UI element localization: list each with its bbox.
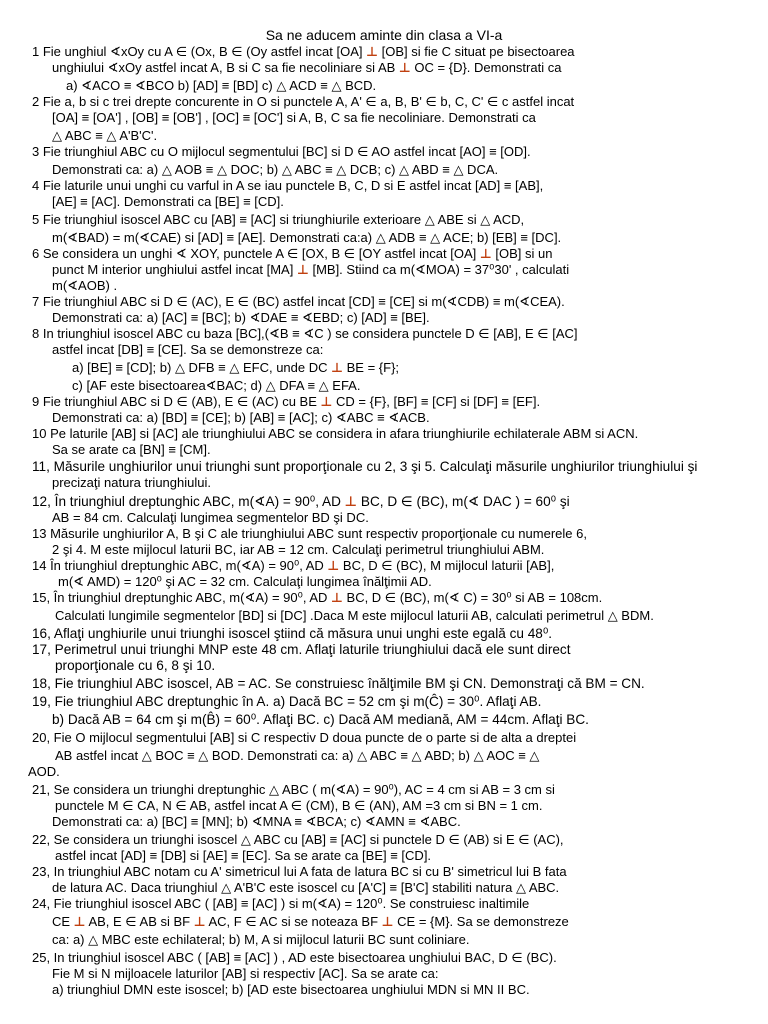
perpendicular-symbol: ⊥: [73, 914, 86, 929]
exercise-line: AB astfel incat △ BOC ≡ △ BOD. Demonstrati ca: a) △ ABC ≡ △ ABD; b) △ AOC ≡ △: [55, 748, 540, 763]
exercise-line: 15, În triunghiul dreptunghic ABC, m(∢A) = 90⁰, AD ⊥ BC, D ∈ (BC), m(∢ C) = 30⁰ si AB = 108cm.: [32, 590, 603, 605]
perpendicular-symbol: ⊥: [398, 60, 411, 75]
exercise-line: a) ∢ACO ≡ ∢BCO b) [AD] ≡ [BD] c) △ ACD ≡ △ BCD.: [66, 78, 377, 93]
exercise-line: precizaţi natura triunghiului.: [52, 475, 211, 490]
exercise-line: m(∢ AMD) = 120⁰ şi AC = 32 cm. Calculaţi lungimea înălţimii AD.: [58, 574, 432, 589]
perpendicular-symbol: ⊥: [331, 590, 343, 605]
exercise-line: astfel incat [AD] ≡ [DB] si [AE] ≡ [EC]. Sa se arate ca [BE] ≡ [CD].: [55, 848, 432, 863]
exercise-line: 13 Măsurile unghiurilor A, B şi C ale triunghiului ABC sunt respectiv proporţionale cu numerele 6,: [32, 526, 587, 541]
exercise-line: 19, Fie triunghiul ABC dreptunghic în A. a) Dacă BC = 52 cm şi m(Ĉ) = 30⁰. Aflaţi AB.: [32, 694, 542, 709]
exercise-line: AOD.: [28, 764, 60, 779]
exercise-line: Fie M si N mijloacele laturilor [AB] si respectiv [AC]. Sa se arate ca:: [52, 966, 439, 981]
exercise-line: proporţionale cu 6, 8 şi 10.: [55, 658, 216, 673]
exercise-line: 24, Fie triunghiul isoscel ABC ( [AB] ≡ [AC] ) si m(∢A) = 120⁰. Se construiesc inaltimile: [32, 896, 530, 911]
exercise-line: 23, In triunghiul ABC notam cu A' simetricul lui A fata de latura BC si cu B' simetricul lui B fata: [32, 864, 567, 879]
exercise-line: 2 Fie a, b si c trei drepte concurente in O si punctele A, A' ∈ a, B, B' ∈ b, C, C' ∈ c astfel incat: [32, 94, 575, 109]
exercise-line: [AE] ≡ [AC]. Demonstrati ca [BE] ≡ [CD].: [52, 194, 284, 209]
exercise-line: 8 In triunghiul isoscel ABC cu baza [BC],(∢B ≡ ∢C ) se considera punctele D ∈ [AB], E ∈ [AC]: [32, 326, 578, 341]
exercise-line: Calculati lungimile segmentelor [BD] si [DC] .Daca M este mijlocul laturii AB, calculati perimetrul △ BDM.: [55, 608, 654, 623]
exercise-line: 12, În triunghiul dreptunghic ABC, m(∢A) = 90⁰, AD ⊥ BC, D ∈ (BC), m(∢ DAC ) = 60⁰ şi: [32, 494, 570, 509]
exercise-line: AB = 84 cm. Calculaţi lungimea segmentelor BD şi DC.: [52, 510, 369, 525]
exercise-line: m(∢BAD) = m(∢CAE) si [AD] ≡ [AE]. Demonstrati ca:a) △ ADB ≡ △ ACE; b) [EB] ≡ [DC].: [52, 230, 562, 245]
page-title: Sa ne aducem aminte din clasa a VI-a: [265, 27, 503, 43]
exercise-line: m(∢AOB) .: [52, 278, 118, 293]
exercise-line: 7 Fie triunghiul ABC si D ∈ (AC), E ∈ (BC) astfel incat [CD] ≡ [CE] si m(∢CDB) ≡ m(∢CEA).: [32, 294, 565, 309]
exercise-line: 16, Aflaţi unghiurile unui triunghi isoscel ştiind că măsura unui unghi este egală cu 48⁰.: [32, 626, 553, 641]
perpendicular-symbol: ⊥: [381, 914, 394, 929]
perpendicular-symbol: ⊥: [479, 246, 492, 261]
exercise-line: Demonstrati ca: a) △ AOB ≡ △ DOC; b) △ ABC ≡ △ DCB; c) △ ABD ≡ △ DCA.: [52, 162, 499, 177]
exercise-line: astfel incat [DB] ≡ [CE]. Sa se demonstreze ca:: [52, 342, 324, 357]
exercise-line: b) Dacă AB = 64 cm şi m(B̂) = 60⁰. Aflaţi BC. c) Dacă AM mediană, AM = 44cm. Aflaţi BC.: [52, 712, 589, 727]
perpendicular-symbol: ⊥: [327, 558, 340, 573]
exercise-line: a) triunghiul DMN este isoscel; b) [AD este bisectoarea unghiului MDN si MN II BC.: [52, 982, 530, 997]
exercise-line: punct M interior unghiului astfel incat [MA] ⊥ [MB]. Stiind ca m(∢MOA) = 37⁰30' , calculati: [52, 262, 570, 277]
perpendicular-symbol: ⊥: [366, 44, 378, 59]
exercise-line: 11, Măsurile unghiurilor unui triunghi sunt proporţionale cu 2, 3 şi 5. Calculaţi măsurile unghiurilor triunghiului şi: [32, 459, 698, 474]
perpendicular-symbol: ⊥: [193, 914, 206, 929]
exercise-line: a) [BE] ≡ [CD]; b) △ DFB ≡ △ EFC, unde DC ⊥ BE = {F};: [72, 360, 400, 375]
exercise-line: 9 Fie triunghiul ABC si D ∈ (AB), E ∈ (AC) cu BE ⊥ CD = {F}, [BF] ≡ [CF] si [DF] ≡ [EF].: [32, 394, 541, 409]
exercise-line: 4 Fie laturile unui unghi cu varful in A se iau punctele B, C, D si E astfel incat [AD] ≡ [AB],: [32, 178, 544, 193]
exercise-line: 17, Perimetrul unui triunghi MNP este 48 cm. Aflaţi laturile triunghiului dacă ele sunt direct: [32, 642, 571, 657]
exercise-line: de latura AC. Daca triunghiul △ A'B'C este isoscel cu [A'C] ≡ [B'C] stabiliti natura △ ABC.: [52, 880, 560, 895]
exercise-line: 18, Fie triunghiul ABC isoscel, AB = AC. Se construiesc înălţimile BM şi CN. Demonstraţi că BM = CN.: [32, 676, 645, 691]
exercise-line: 10 Pe laturile [AB] si [AC] ale triunghiului ABC se considera in afara triunghiurile echilaterale ABM si ACN.: [32, 426, 639, 441]
exercise-line: 5 Fie triunghiul isoscel ABC cu [AB] ≡ [AC] si triunghiurile exterioare △ ABE si △ ACD,: [32, 212, 525, 227]
exercise-line: Demonstrati ca: a) [BD] ≡ [CE]; b) [AB] ≡ [AC]; c) ∢ABC ≡ ∢ACB.: [52, 410, 430, 425]
exercise-line: [OA] ≡ [OA'] , [OB] ≡ [OB'] , [OC] ≡ [OC'] si A, B, C sa fie necoliniare. Demonstrati ca: [52, 110, 536, 125]
exercise-line: 2 şi 4. M este mijlocul laturii BC, iar AB = 12 cm. Calculaţi perimetrul triunghiului ABM.: [52, 542, 545, 557]
exercise-line: c) [AF este bisectoarea∢BAC; d) △ DFA ≡ △ EFA.: [72, 378, 361, 393]
exercise-line: Demonstrati ca: a) [BC] ≡ [MN]; b) ∢MNA ≡ ∢BCA; c) ∢AMN ≡ ∢ABC.: [52, 814, 461, 829]
exercise-line: 21, Se considera un triunghi dreptunghic △ ABC ( m(∢A) = 90⁰), AC = 4 cm si AB = 3 cm si: [32, 782, 555, 797]
exercise-line: △ ABC ≡ △ A'B'C'.: [52, 128, 158, 143]
exercise-line: 1 Fie unghiul ∢xOy cu A ∈ (Ox, B ∈ (Oy astfel incat [OA] ⊥ [OB] si fie C situat pe bisectoarea: [32, 44, 575, 59]
exercise-line: Sa se arate ca [BN] ≡ [CM].: [52, 442, 211, 457]
exercise-line: ca: a) △ MBC este echilateral; b) M, A si mijlocul laturii BC sunt coliniare.: [52, 932, 470, 947]
exercise-line: 3 Fie triunghiul ABC cu O mijlocul segmentului [BC] si D ∈ AO astfel incat [AO] ≡ [OD].: [32, 144, 531, 159]
exercise-line: CE ⊥ AB, E ∈ AB si BF ⊥ AC, F ∈ AC si se noteaza BF ⊥ CE = {M}. Sa se demonstreze: [52, 914, 569, 929]
exercise-line: 14 În triunghiul dreptunghic ABC, m(∢A) = 90⁰, AD ⊥ BC, D ∈ (BC), M mijlocul laturii [AB],: [32, 558, 555, 573]
perpendicular-symbol: ⊥: [344, 494, 358, 509]
perpendicular-symbol: ⊥: [296, 262, 309, 277]
exercise-line: unghiului ∢xOy astfel incat A, B si C sa fie necoliniare si AB ⊥ OC = {D}. Demonstrati ca: [52, 60, 562, 75]
exercise-line: 25, In triunghiul isoscel ABC ( [AB] ≡ [AC] ) , AD este bisectoarea unghiului BAC, D ∈ (BC).: [32, 950, 557, 965]
perpendicular-symbol: ⊥: [320, 394, 333, 409]
exercise-line: 6 Se considera un unghi ∢ XOY, punctele A ∈ [OX, B ∈ [OY astfel incat [OA] ⊥ [OB] si un: [32, 246, 553, 261]
exercise-line: Demonstrati ca: a) [AC] ≡ [BC]; b) ∢DAE ≡ ∢EBD; c) [AD] ≡ [BE].: [52, 310, 430, 325]
perpendicular-symbol: ⊥: [331, 360, 344, 375]
exercise-line: punctele M ∈ CA, N ∈ AB, astfel incat A ∈ (CM), B ∈ (AN), AM =3 cm si BN = 1 cm.: [55, 798, 543, 813]
exercise-line: 20, Fie O mijlocul segmentului [AB] si C respectiv D doua puncte de o parte si de alta a dreptei: [32, 730, 577, 745]
exercise-line: 22, Se considera un triunghi isoscel △ ABC cu [AB] ≡ [AC] si punctele D ∈ (AB) si E ∈ (AC),: [32, 832, 564, 847]
